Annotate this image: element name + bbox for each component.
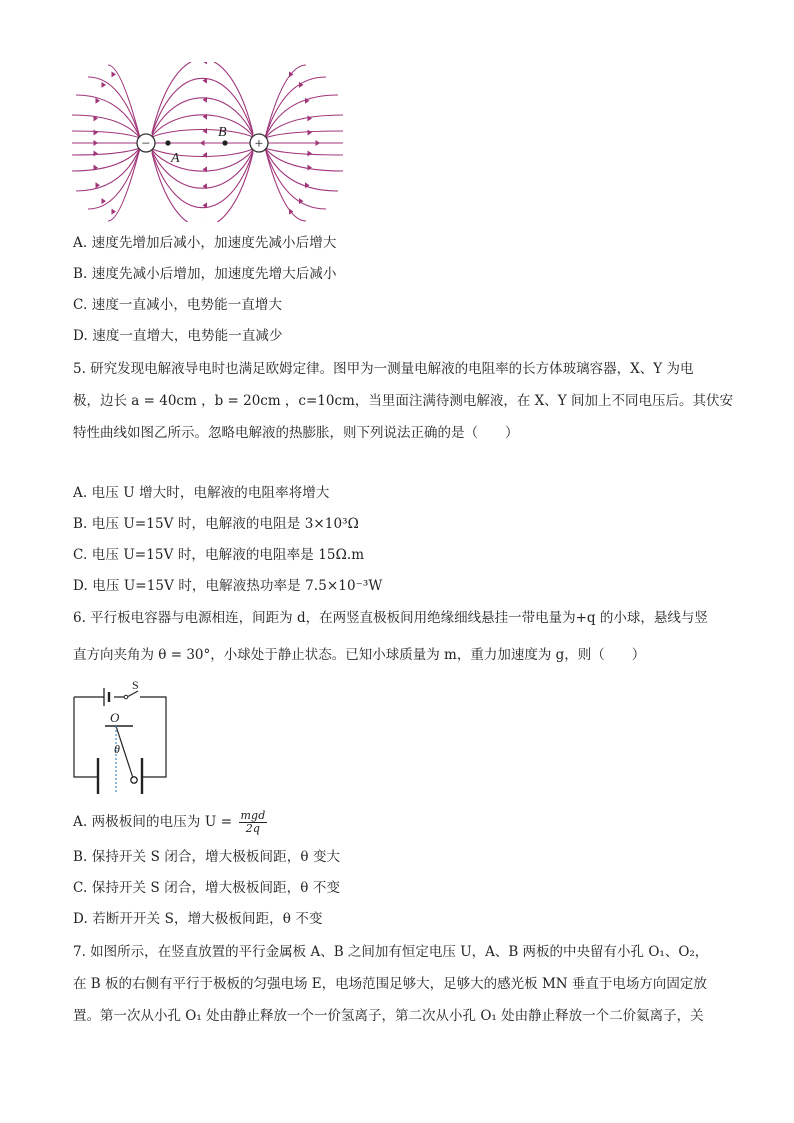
- field-line: [152, 153, 253, 222]
- q5-option-a: A. 电压 U 增大时，电解液的电阻率将增大: [73, 485, 330, 501]
- q5-option-c: C. 电压 U=15V 时，电解液的电阻率是 15Ω.m: [73, 547, 365, 563]
- field-arrow: [102, 198, 107, 204]
- point-a: [165, 140, 170, 145]
- negative-charge-label: −: [141, 136, 151, 152]
- field-line: [72, 115, 140, 138]
- q6-option-d: D. 若断开开关 S，增大极板间距，θ 不变: [73, 911, 323, 927]
- q5-stem-line3: 特性曲线如图乙所示。忽略电解液的热膨胀，则下列说法正确的是（ ）: [73, 425, 519, 441]
- field-arrow: [200, 140, 205, 146]
- electric-field-figure: [70, 62, 345, 222]
- field-line: [72, 148, 140, 171]
- field-arrow: [203, 128, 208, 134]
- field-line: [152, 130, 253, 138]
- field-line: [88, 148, 140, 209]
- q6-option-a: [73, 810, 267, 835]
- fraction-numerator: mgd: [240, 809, 266, 822]
- field-line: [152, 149, 253, 157]
- pivot-label: O: [110, 710, 120, 725]
- charged-ball: [131, 777, 137, 783]
- field-line: [265, 148, 343, 155]
- q6-option-b: B. 保持开关 S 闭合，增大极板间距，θ 变大: [73, 849, 341, 865]
- field-line: [72, 131, 140, 138]
- q5-stem-line1: 5. 研究发现电解液导电时也满足欧姆定律。图甲为一测量电解液的电阻率的长方体玻璃容器，X、Y 为电: [73, 361, 694, 377]
- fraction-denominator: 2q: [245, 822, 261, 835]
- field-arrow: [94, 140, 99, 146]
- field-arrow: [112, 209, 117, 215]
- field-arrow: [203, 62, 208, 64]
- field-arrow: [203, 152, 208, 158]
- q7-stem-line2: 在 B 板的右侧有平行于极板的匀强电场 E，电场范围足够大，足够大的感光板 MN 垂直于电场方向固定放: [73, 976, 707, 992]
- field-arrow: [94, 151, 99, 157]
- field-line: [152, 152, 253, 208]
- q5-option-b: B. 电压 U=15V 时，电解液的电阻是 3×10³Ω: [73, 516, 359, 532]
- q6-option-c: C. 保持开关 S 闭合，增大极板间距，θ 不变: [73, 880, 341, 896]
- q6-stem-line1: 6. 平行板电容器与电源相连，间距为 d，在两竖直极板间用绝缘细线悬挂一带电量为+q 的小球，悬线与竖: [73, 610, 708, 626]
- q6-option-a-text: A. 两极板间的电压为 U =: [73, 814, 233, 830]
- field-arrow: [308, 151, 313, 157]
- field-line: [152, 78, 253, 134]
- q4-option-d: D. 速度一直增大，电势能一直减少: [73, 328, 283, 344]
- field-lines: [72, 62, 343, 222]
- switch-contact: [124, 695, 128, 699]
- q7-stem-line1: 7. 如图所示，在竖直放置的平行金属板 A、B 之间加有恒定电压 U，A、B 两板的中央留有小孔 O₁、O₂，: [73, 944, 709, 960]
- point-b-label: B: [218, 125, 227, 140]
- positive-charge-label: +: [254, 136, 264, 152]
- field-arrow: [308, 165, 313, 171]
- capacitor-circuit-figure: [70, 680, 175, 800]
- field-arrow: [316, 140, 321, 146]
- switch-label: S: [132, 680, 139, 692]
- q7-stem-line3: 置。第一次从小孔 O₁ 处由静止释放一个一价氢离子，第二次从小孔 O₁ 处由静止释放一个二价氦离子，关: [73, 1008, 704, 1024]
- angle-label: θ: [114, 742, 120, 756]
- q5-stem-line2: 极，边长 a = 40cm ，b = 20cm ，c=10cm，当里面注满待测电解液，在 X、Y 间加上不同电压后。其伏安: [73, 393, 733, 409]
- field-line: [265, 131, 343, 138]
- q4-option-c: C. 速度一直减小，电势能一直增大: [73, 297, 283, 313]
- field-arrow: [112, 71, 117, 77]
- voltage-fraction: [239, 810, 268, 835]
- field-line: [88, 77, 140, 138]
- q6-stem-line2: 直方向夹角为 θ = 30°，小球处于静止状态。已知小球质量为 m，重力加速度为 g，则（ ）: [73, 647, 646, 663]
- field-arrow: [94, 129, 99, 135]
- point-a-label: A: [171, 151, 180, 166]
- q4-option-a: A. 速度先增加后减小，加速度先减小后增大: [73, 235, 337, 251]
- field-arrow: [102, 82, 107, 88]
- q4-option-b: B. 速度先减小后增加，加速度先增大后减小: [73, 266, 337, 282]
- field-arrow: [308, 129, 313, 135]
- field-arrows: [94, 62, 321, 222]
- point-b: [222, 140, 227, 145]
- field-arrow: [308, 115, 313, 121]
- q5-option-d: D. 电压 U=15V 时，电解液热功率是 7.5×10⁻³W: [73, 578, 383, 594]
- field-line: [72, 148, 140, 155]
